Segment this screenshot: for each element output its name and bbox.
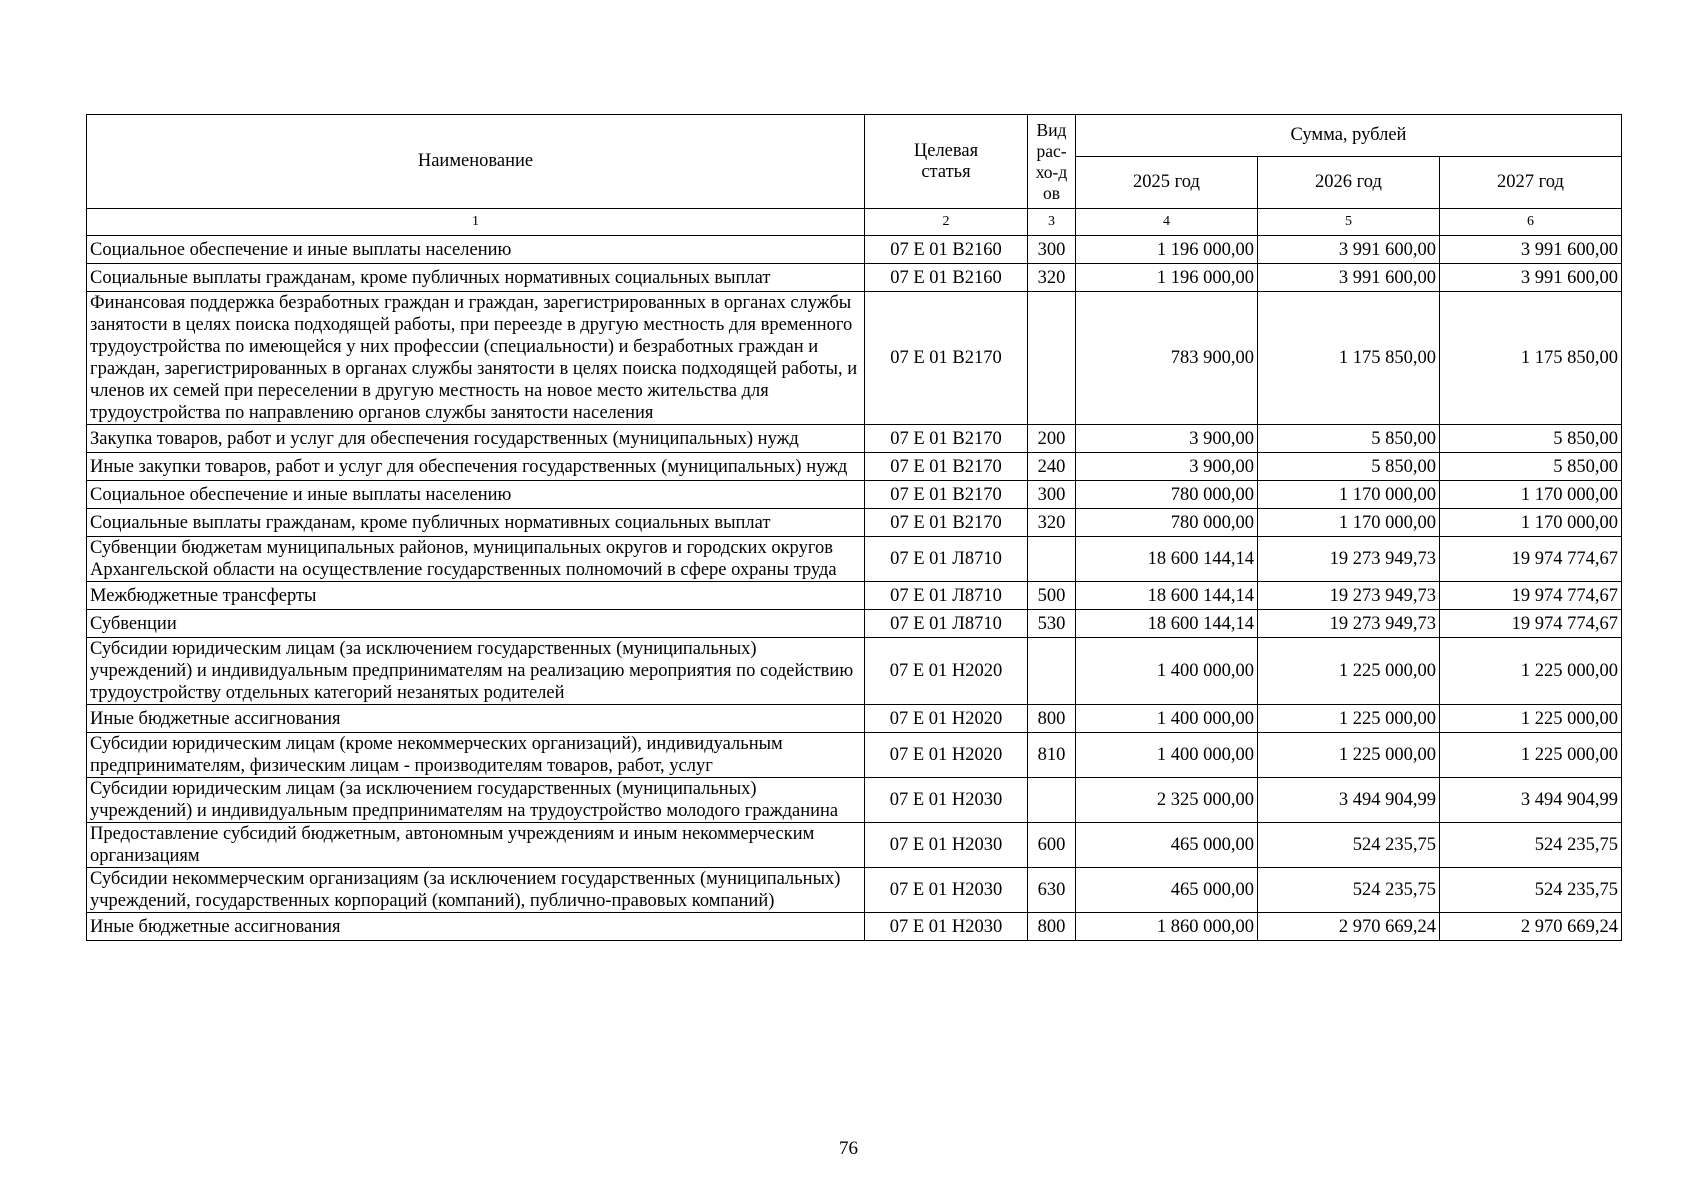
row-expense-type [1028,638,1076,705]
row-sum-2026: 1 175 850,00 [1258,292,1440,425]
row-name: Иные бюджетные ассигнования [87,705,865,733]
row-name: Социальные выплаты гражданам, кроме публичных нормативных социальных выплат [87,264,865,292]
table-row [87,778,1622,823]
row-name: Субсидии юридическим лицам (за исключением государственных (муниципальных) учреждений) и индивидуальным предпринимателям на трудоустройство молодого гражданина [87,778,865,823]
table-row [87,264,1622,292]
row-expense-type [1028,537,1076,582]
row-sum-2025: 18 600 144,14 [1076,582,1258,610]
table-row [87,236,1622,264]
header-target-article [865,115,1028,209]
row-sum-2026: 1 225 000,00 [1258,733,1440,778]
row-sum-2026: 1 225 000,00 [1258,705,1440,733]
header-target-article-text: Целевая статья [913,140,979,182]
column-number: 4 [1076,209,1258,236]
row-expense-type: 300 [1028,481,1076,509]
row-sum-2025: 780 000,00 [1076,481,1258,509]
row-sum-2025: 783 900,00 [1076,292,1258,425]
row-sum-2025: 465 000,00 [1076,823,1258,868]
row-sum-2027: 524 235,75 [1440,823,1622,868]
row-sum-2027: 1 225 000,00 [1440,705,1622,733]
row-expense-type: 630 [1028,868,1076,913]
row-sum-2025: 780 000,00 [1076,509,1258,537]
table-row [87,733,1622,778]
column-numbers-row [87,209,1622,236]
row-target-article: 07 Е 01 В2170 [865,453,1028,481]
row-sum-2026: 3 494 904,99 [1258,778,1440,823]
header-year-2027: 2027 год [1440,157,1622,209]
table-row [87,292,1622,425]
row-name: Иные бюджетные ассигнования [87,913,865,941]
row-sum-2025: 1 400 000,00 [1076,733,1258,778]
row-sum-2026: 3 991 600,00 [1258,236,1440,264]
column-number: 5 [1258,209,1440,236]
row-sum-2026: 2 970 669,24 [1258,913,1440,941]
row-target-article: 07 Е 01 В2160 [865,264,1028,292]
row-name: Межбюджетные трансферты [87,582,865,610]
table-row [87,425,1622,453]
row-sum-2027: 19 974 774,67 [1440,537,1622,582]
header-expense-type [1028,115,1076,209]
row-sum-2025: 1 400 000,00 [1076,705,1258,733]
page-number: 76 [839,1138,858,1159]
row-expense-type: 320 [1028,264,1076,292]
row-expense-type: 530 [1028,610,1076,638]
table-row [87,509,1622,537]
row-name: Субсидии юридическим лицам (кроме некоммерческих организаций), индивидуальным предпринимателям, физическим лицам - производителям товаров, работ, услуг [87,733,865,778]
table-row [87,705,1622,733]
row-sum-2025: 3 900,00 [1076,425,1258,453]
table-header [87,115,1622,236]
row-name: Финансовая поддержка безработных граждан и граждан, зарегистрированных в органах службы занятости в целях поиска подходящей работы, при переезде в другую местность для временного трудоустройства по имеющейся у них профессии (специальности) и безработных граждан и граждан, зарегистрированных в органах службы занятости в целях поиска подходящей работы, и членов их семей при переселении в другую местность на новое место жительства для трудоустройства по направлению органов службы занятости населения [87,292,865,425]
table-row [87,582,1622,610]
row-target-article: 07 Е 01 В2170 [865,292,1028,425]
row-target-article: 07 Е 01 Л8710 [865,582,1028,610]
header-year-2025: 2025 год [1076,157,1258,209]
row-sum-2026: 19 273 949,73 [1258,582,1440,610]
header-sum: Сумма, рублей [1076,115,1622,157]
row-sum-2027: 3 991 600,00 [1440,236,1622,264]
row-sum-2025: 2 325 000,00 [1076,778,1258,823]
column-number: 6 [1440,209,1622,236]
row-target-article: 07 Е 01 Н2020 [865,705,1028,733]
row-sum-2026: 1 170 000,00 [1258,509,1440,537]
header-name: Наименование [87,115,865,209]
row-target-article: 07 Е 01 Н2020 [865,638,1028,705]
row-sum-2027: 524 235,75 [1440,868,1622,913]
row-name: Социальное обеспечение и иные выплаты населению [87,236,865,264]
table-row [87,638,1622,705]
row-expense-type: 600 [1028,823,1076,868]
row-sum-2026: 524 235,75 [1258,823,1440,868]
row-target-article: 07 Е 01 Н2030 [865,823,1028,868]
row-sum-2025: 465 000,00 [1076,868,1258,913]
row-sum-2025: 1 400 000,00 [1076,638,1258,705]
row-expense-type [1028,292,1076,425]
table-row [87,537,1622,582]
row-expense-type: 240 [1028,453,1076,481]
row-sum-2026: 1 170 000,00 [1258,481,1440,509]
header-year-2026: 2026 год [1258,157,1440,209]
row-expense-type: 300 [1028,236,1076,264]
row-sum-2026: 524 235,75 [1258,868,1440,913]
row-name: Субсидии юридическим лицам (за исключением государственных (муниципальных) учреждений) и индивидуальным предпринимателям на реализацию мероприятия по содействию трудоустройству отдельных категорий незанятых родителей [87,638,865,705]
row-sum-2026: 19 273 949,73 [1258,537,1440,582]
column-number: 2 [865,209,1028,236]
row-sum-2027: 19 974 774,67 [1440,610,1622,638]
row-name: Предоставление субсидий бюджетным, автономным учреждениям и иным некоммерческим организациям [87,823,865,868]
row-target-article: 07 Е 01 Л8710 [865,610,1028,638]
row-expense-type: 320 [1028,509,1076,537]
row-target-article: 07 Е 01 Л8710 [865,537,1028,582]
row-sum-2025: 18 600 144,14 [1076,610,1258,638]
row-sum-2025: 1 196 000,00 [1076,236,1258,264]
document-page [86,114,1621,941]
row-sum-2025: 1 196 000,00 [1076,264,1258,292]
row-name: Иные закупки товаров, работ и услуг для обеспечения государственных (муниципальных) нужд [87,453,865,481]
row-sum-2027: 1 225 000,00 [1440,733,1622,778]
row-target-article: 07 Е 01 В2170 [865,481,1028,509]
row-target-article: 07 Е 01 В2170 [865,425,1028,453]
row-sum-2025: 1 860 000,00 [1076,913,1258,941]
row-sum-2025: 3 900,00 [1076,453,1258,481]
row-sum-2027: 3 991 600,00 [1440,264,1622,292]
row-sum-2026: 19 273 949,73 [1258,610,1440,638]
row-expense-type: 800 [1028,705,1076,733]
row-name: Социальные выплаты гражданам, кроме публичных нормативных социальных выплат [87,509,865,537]
row-name: Субвенции [87,610,865,638]
row-expense-type: 810 [1028,733,1076,778]
table-row [87,453,1622,481]
table-row [87,481,1622,509]
row-expense-type: 200 [1028,425,1076,453]
row-sum-2026: 3 991 600,00 [1258,264,1440,292]
budget-table [86,114,1622,941]
row-sum-2026: 5 850,00 [1258,425,1440,453]
row-expense-type: 800 [1028,913,1076,941]
row-sum-2027: 5 850,00 [1440,453,1622,481]
row-sum-2026: 1 225 000,00 [1258,638,1440,705]
row-sum-2027: 5 850,00 [1440,425,1622,453]
table-row [87,868,1622,913]
row-sum-2027: 1 225 000,00 [1440,638,1622,705]
row-target-article: 07 Е 01 Н2030 [865,868,1028,913]
table-row [87,823,1622,868]
row-name: Субвенции бюджетам муниципальных районов, муниципальных округов и городских округов Архангельской области на осуществление государственных полномочий в сфере охраны труда [87,537,865,582]
row-name: Социальное обеспечение и иные выплаты населению [87,481,865,509]
table-body [87,236,1622,941]
row-sum-2027: 1 170 000,00 [1440,509,1622,537]
row-sum-2027: 2 970 669,24 [1440,913,1622,941]
row-name: Субсидии некоммерческим организациям (за исключением государственных (муниципальных) учреждений, государственных корпораций (компаний), публично-правовых компаний) [87,868,865,913]
row-target-article: 07 Е 01 В2170 [865,509,1028,537]
row-expense-type [1028,778,1076,823]
row-sum-2027: 1 170 000,00 [1440,481,1622,509]
column-number: 1 [87,209,865,236]
row-target-article: 07 Е 01 Н2030 [865,778,1028,823]
row-sum-2025: 18 600 144,14 [1076,537,1258,582]
header-expense-type-text: Вид рас-хо-дов [1035,119,1068,203]
row-expense-type: 500 [1028,582,1076,610]
row-target-article: 07 Е 01 Н2020 [865,733,1028,778]
table-row [87,913,1622,941]
row-name: Закупка товаров, работ и услуг для обеспечения государственных (муниципальных) нужд [87,425,865,453]
row-sum-2026: 5 850,00 [1258,453,1440,481]
row-target-article: 07 Е 01 В2160 [865,236,1028,264]
row-sum-2027: 1 175 850,00 [1440,292,1622,425]
column-number: 3 [1028,209,1076,236]
row-target-article: 07 Е 01 Н2030 [865,913,1028,941]
table-row [87,610,1622,638]
row-sum-2027: 19 974 774,67 [1440,582,1622,610]
row-sum-2027: 3 494 904,99 [1440,778,1622,823]
